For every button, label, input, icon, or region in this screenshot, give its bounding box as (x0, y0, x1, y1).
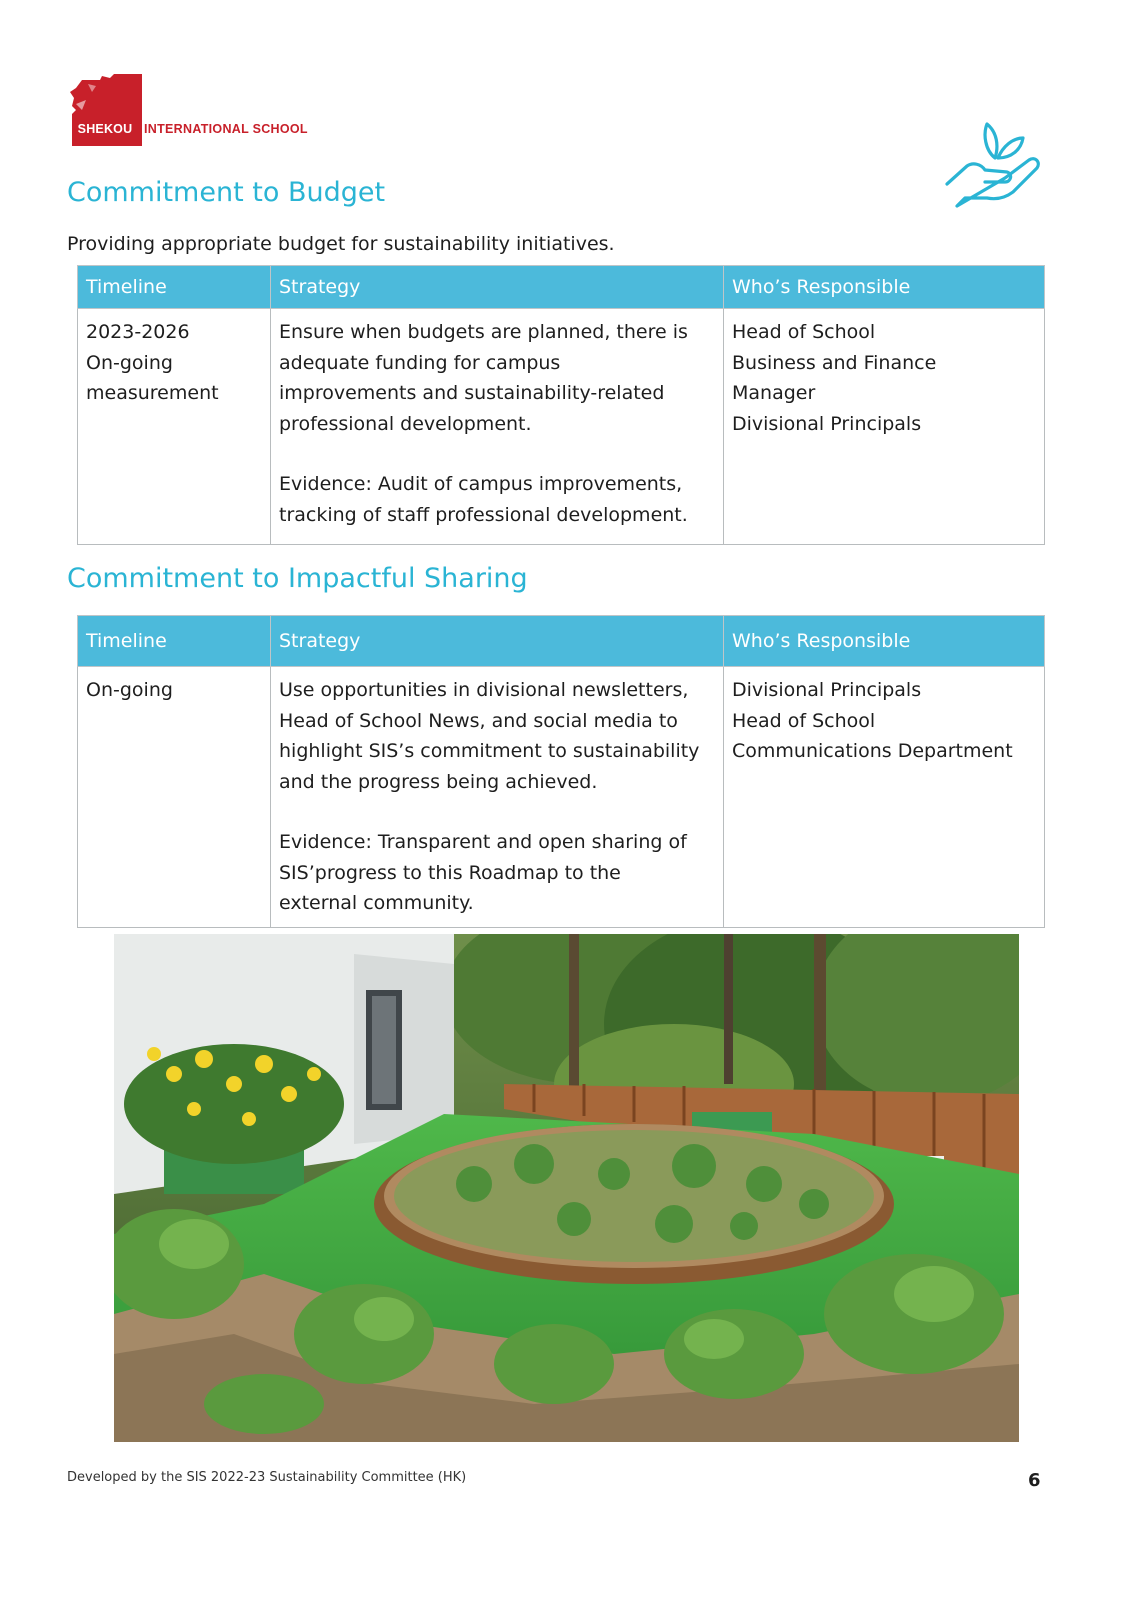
evidence-line: Evidence: Transparent and open sharing of (279, 831, 687, 853)
responsible-cell (724, 309, 1045, 545)
column-header-responsible: Who’s Responsible (724, 266, 1045, 309)
strategy-line: Head of School News, and social media to (279, 709, 678, 732)
timeline-cell (78, 667, 271, 928)
strategy-line: and the progress being achieved. (279, 770, 598, 793)
responsible-line: Communications Department (732, 740, 1013, 762)
responsible-line: Divisional Principals (732, 679, 922, 701)
logo-short-name: SHEKOU (77, 122, 133, 136)
timeline-line: 2023-2026 (86, 321, 190, 343)
table-header-row (78, 266, 1045, 309)
evidence-line: external community. (279, 892, 474, 914)
school-logo (68, 74, 358, 150)
evidence-line: Evidence: Audit of campus improvements, (279, 473, 683, 495)
responsible-line: Business and Finance (732, 351, 937, 374)
column-header-timeline: Timeline (78, 266, 271, 309)
timeline-line: On-going (86, 351, 173, 374)
column-header-timeline: Timeline (78, 616, 271, 667)
responsible-cell (724, 667, 1045, 928)
evidence-line: tracking of staff professional development. (279, 503, 688, 526)
logo-full-name: INTERNATIONAL SCHOOL (144, 122, 308, 136)
hand-leaf-icon (945, 118, 1045, 218)
strategy-line: professional development. (279, 412, 532, 435)
budget-section-title: Commitment to Budget (67, 177, 386, 208)
column-header-responsible: Who’s Responsible (724, 616, 1045, 667)
sharing-section-title: Commitment to Impactful Sharing (67, 563, 528, 594)
responsible-line: Divisional Principals (732, 412, 922, 435)
evidence-line: SIS’progress to this Roadmap to the (279, 861, 621, 884)
responsible-line: Manager (732, 382, 816, 404)
budget-intro: Providing appropriate budget for sustainability initiatives. (67, 233, 615, 255)
table-row (78, 309, 1045, 545)
column-header-strategy: Strategy (271, 616, 724, 667)
budget-table (77, 265, 1045, 545)
timeline-line: On-going (86, 679, 173, 701)
table-header-row (78, 616, 1045, 667)
responsible-line: Head of School (732, 709, 876, 732)
page-number: 6 (1028, 1470, 1041, 1491)
garden-photo (114, 934, 1019, 1442)
column-header-strategy: Strategy (271, 266, 724, 309)
strategy-line: adequate funding for campus (279, 351, 561, 374)
table-row (78, 667, 1045, 928)
strategy-line: highlight SIS’s commitment to sustainability (279, 740, 700, 762)
footer-text: Developed by the SIS 2022-23 Sustainability Committee (HK) (67, 1470, 467, 1485)
strategy-line: Use opportunities in divisional newsletters, (279, 679, 689, 701)
strategy-cell (271, 309, 724, 545)
strategy-cell (271, 667, 724, 928)
sharing-table (77, 615, 1045, 928)
strategy-line: improvements and sustainability-related (279, 382, 665, 404)
timeline-line: measurement (86, 382, 219, 404)
strategy-line: Ensure when budgets are planned, there is (279, 321, 688, 343)
timeline-cell (78, 309, 271, 545)
responsible-line: Head of School (732, 321, 876, 343)
